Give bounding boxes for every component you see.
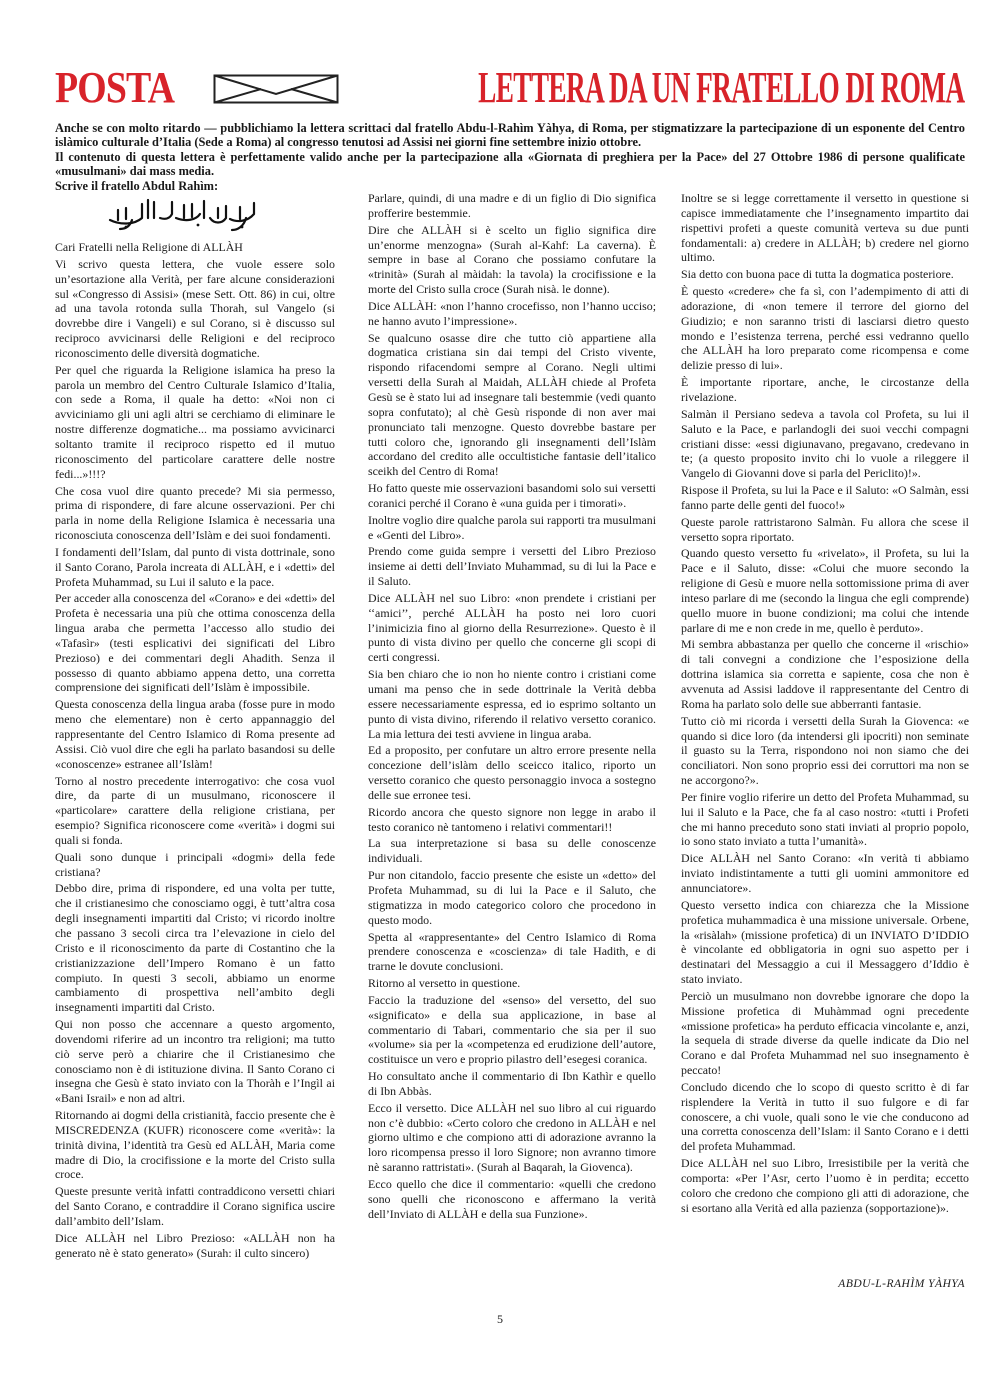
intro-paragraph: Anche se con molto ritardo — pubblichiamo la lettera scrittaci dal fratello Abdu-l-Rahìm Yàhya, di Roma, per stigmatizzare la partecipazione di un esponente del Centro islàmico culturale d’Italia (Sede a Roma) al congresso tenutosi ad Assisi nei giorni fine settembre inizio ottobre. xyxy=(55,121,965,150)
article-paragraph: Se qualcuno osasse dire che tutto ciò appartiene alla dogmatica cristiana sin dai tempi del Cristo vivente, rispondo rifacendomi sempre al Corano. Negli ultimi versetti della Surah al Maidah, ALLÀH chiede al Profeta Gesù se è stato lui ad insegnare tali bestemmie (vedi quanto sopra confutato); al chè Gesù risponde di non aver mai pronunciato tali menzogne. Questo dovrebbe bastare per tutti coloro che, ignorando gli insegnamenti dell’Islàm accordano del credito alle occultistiche fantasie dell’italico sceikh del Centro di Roma! xyxy=(368,330,656,479)
article-paragraph: Dice ALLÀH nel Libro Prezioso: «ALLÀH non ha generato nè è stato generato» (Surah: il culto sincero) xyxy=(55,1230,335,1260)
article-paragraph: È questo «credere» che fa sì, con l’adempimento di atti di adorazione, di «non temere il terrore del giorno del Giudizio; e non saranno tristi di lasciarsi dietro questo mondo e l’esistenza terrena, perché essi vedranno quello che ALLÀH ha loro preparato come ricompensa e come delizie presso di lui». xyxy=(681,284,969,373)
author-signature: ABDU-L-RAHÌM YÀHYA xyxy=(838,1278,965,1290)
article-paragraph: Sia detto con buona pace di tutta la dogmatica posteriore. xyxy=(681,267,954,282)
article-paragraph: Concludo dicendo che lo scopo di questo scritto è di far risplendere la Verità in tutto il suo fulgore e di far conoscere, a chi vuole, quali sono le vie che conducono ad una corretta conoscenza dell’Islam: il Santo Corano e i detti del profeta Muhammad. xyxy=(681,1079,969,1154)
section-title: POSTA xyxy=(55,63,175,112)
article-paragraph: Rispose il Profeta, su lui la Pace e il Saluto: «O Salmàn, essi fanno parte delle genti del fuoco!» xyxy=(681,483,969,512)
article-paragraph: Qui non posso che accennare a questo argomento, dovendomi riferire ad un incontro tra religioni; ma tutto ciò serve però a chiarire che il Cristianesimo che conosciamo non è di istituzione divina. Il Santo Corano ci insegna che Gesù è stato inviato con la Thoràh e l’Ingìl ai «Bani Israil» e non ad altri. xyxy=(55,1017,335,1106)
article-paragraph: Ho fatto queste mie osservazioni basandomi solo sui versetti coranici perché il Corano è «una guida per i timorati». xyxy=(368,481,656,510)
article-paragraph: La sua interpretazione si basa su delle conoscenze individuali. xyxy=(368,836,656,866)
article-paragraph: Ed a proposito, per confutare un altro errore presente nella concezione dell’islàm dello sceicco italico, riporto un versetto coranico che questo personaggio invoca a sostegno delle sue erronee tesi. xyxy=(368,743,656,802)
article-paragraph: Salmàn il Persiano sedeva a tavola col Profeta, su lui il Saluto e la Pace, e parlandogli dei suoi vecchi compagni cristiani disse: «essi digiunavano, pregavano, credevano in te; (a questo proposito invito chi lo vuole a rileggere il Vangelo di Giovanni dove si parla del Periclito)!». xyxy=(681,406,969,481)
article-paragraph: Ho consultato anche il commentario di Ibn Kathìr e quello di Ibn Abbàs. xyxy=(368,1069,656,1098)
article-paragraph: Mi sembra abbastanza per quello che concerne il «rischio» di tali convegni a condizione che l’esposizione della dottrina islamica sia corretta e sapiente, cosa che non è avvenuta ad Assisi laddove il rappresentante del Centro di Roma ha parlato solo delle sue abberranti fantasie. xyxy=(681,637,969,711)
article-paragraph: Queste presunte verità infatti contraddicono versetti chiari del Santo Corano, e contraddire il Corano significa uscire dall’ambito dell’Islam. xyxy=(55,1184,335,1228)
article-paragraph: Quali sono dunque i principali «dogmi» della fede cristiana? xyxy=(55,849,335,879)
article-paragraph: Sia ben chiaro che io non ho niente contro i cristiani come umani ma penso che in sede dottrinale la Verità debba essere necessariamente espressa, ed io esprimo soltanto un punto di vista divino, riferendo il relativo versetto coranico. La mia lettura dei testi avviene in lingua araba. xyxy=(368,667,656,741)
article-paragraph: Dice ALLÀH: «non l’hanno crocefisso, non l’hanno ucciso; ne hanno avuto l’impressione». xyxy=(368,298,656,328)
article-paragraph: Questo versetto indica con chiarezza che la Missione profetica muhammadica è una missione universale. Orbene, la «risàlah» (missione profetica) di un INVIATO D’IDDIO è vincolante ed obbligatoria in ogni suo aspetto per i destinatari del Messaggio a cui il Messaggero d’Iddio è stato inviato. xyxy=(681,897,969,987)
article-paragraph: Per acceder alla conoscenza del «Corano» e dei «detti» del Profeta è necessaria una più che ottima conoscenza della lingua araba che permetta l’accesso allo studio dei «Tafasìr» (testi esplicativi dei significati del Libro Prezioso) e dei commentari degli Ahadith. Senza il possesso di quanto abbiamo appena detto, una corretta comprensione dei significati dell’Islàm è impossibile. xyxy=(55,591,335,695)
article-paragraph: Ritorno al versetto in questione. xyxy=(368,976,521,991)
article-paragraph: Inoltre voglio dire qualche parola sui rapporti tra musulmani e «Genti del Libro». xyxy=(368,512,656,542)
article-paragraph: Faccio la traduzione del «senso» del versetto, del suo «significato» e della sua applicazione, in base al commentario di Tabari, commentario che sia per il suo «volume» sia per la «competenza ed erudizione dell’autore, costituisce un vero e proprio pilastro dell’esegesi coranica. xyxy=(368,992,656,1067)
article-paragraph: I fondamenti dell’Islam, dal punto di vista dottrinale, sono il Santo Corano, Parola increata di ALLÀH, e i «detti» del Profeta Muhammad, su Lui il saluto e la pace. xyxy=(55,544,335,589)
page-header xyxy=(55,63,965,112)
intro-text xyxy=(55,121,965,178)
article-paragraph: Ricordo ancora che questo signore non legge in arabo il testo coranico nè tantomeno i relativi commentari!! xyxy=(368,804,656,834)
article-paragraph: Cari Fratelli nella Religione di ALLÀH xyxy=(55,240,243,254)
article-paragraph: Tutto ciò mi ricorda i versetti della Surah la Giovenca: «e quando si dice loro (da intendersi gli ipocriti) non seminate il guasto su la Terra, rispondono noi non siamo che dei conciliatori. Non sono proprio essi dei corruttori ma non se ne accorgono?». xyxy=(681,713,969,788)
article-paragraph: Spetta al «rappresentante» del Centro Islamico di Roma prendere conoscenza e «coscienza» di tale Hadith, e di trarne le dovute conclusioni. xyxy=(368,929,656,974)
article-paragraph: Torno al nostro precedente interrogativo: che cosa vuol dire, da parte di un musulmano, riconoscere il «particolare» carattere della religione cristiana, per esempio? Significa riconoscere come «verità» i dogmi sui quali si fonda. xyxy=(55,773,335,847)
article-paragraph: Debbo dire, prima di rispondere, ed una volta per tutte, che il cristianesimo che conosciamo oggi, è tutt’altra cosa degli insegnamenti impartiti dal Cristo; vi ricordo inoltre che passano 3 secoli circa tra l’elevazione in cielo del Cristo e il riconoscimento da parte di Costantino che la cristianizzazione dell’Impero Romano è un fatto compiuto. In questi 3 secoli, abbiamo un enorme cambiamento di prospettiva nell’ambito degli insegnamenti impartiti dal Cristo. xyxy=(55,881,335,1015)
article-paragraph: Quando questo versetto fu «rivelato», il Profeta, su lui la Pace e il Saluto, disse: «Colui che muore secondo la religione di Gesù e muore nella sottomissione prima di aver inteso parlare di me (secondo la lingua che egli comprende) quello muore in buone condizioni; ma colui che intende parlare di me e non crede in me, quello è perduto». xyxy=(681,546,969,635)
article-paragraph: Parlare, quindi, di una madre e di un figlio di Dio significa profferire bestemmie. xyxy=(368,191,656,220)
article-paragraph: Questa conoscenza della lingua araba (fosse pure in modo meno che elementare) non è certo appannaggio del rappresentante del Centro Islamico di Roma presente ad Assisi. Ciò vuol dire che egli ha parlato basandosi su delle «conoscenze» estranee all’Islàm! xyxy=(55,697,335,771)
intro-writes-line: Scrive il fratello Abdul Rahìm: xyxy=(55,179,219,193)
text-column-1 xyxy=(55,240,335,1263)
article-paragraph: Ecco quello che dice il commentario: «quelli che credono sono quelli che riconoscono e affermano la verità dell’Inviato di ALLÀH e della sua Funzione». xyxy=(368,1177,656,1221)
page-number: 5 xyxy=(497,1312,503,1326)
article-paragraph: Ecco il versetto. Dice ALLÀH nel suo libro al cui riguardo non c’è dubbio: «Certo coloro che credono in ALLÀH e nel giorno ultimo e che compiono atti di adorazione avranno la loro ricompensa presso il loro Signore; non avranno timore nè saranno rattristati». (Surah al Baqarah, la Giovenca). xyxy=(368,1100,656,1175)
text-column-3 xyxy=(681,191,969,1218)
article-paragraph: Dice ALLÀH nel Santo Corano: «In verità ti abbiamo inviato indistintamente a tutti gli uomini ammonitore ed annunciatore». xyxy=(681,851,969,895)
article-paragraph: Dice ALLÀH nel suo Libro, Irresistibile per la verità che comporta: «Per l’Asr, certo l’uomo è in perdita; eccetto coloro che credono che compiono gli atti di adorazione, che si esortano alla Verità ed alla pazienza (sopportazione)». xyxy=(681,1156,969,1215)
article-paragraph: Ritornando ai dogmi della cristianità, faccio presente che è MISCREDENZA (KUFR) riconoscere come «verità»: la trinità divina, l’identità tra Gesù ed ALLÀH, Maria come madre di Dio, la crocifissione e la morte del Cristo sulla croce. xyxy=(55,1108,335,1182)
article-title: LETTERA DA UN FRATELLO DI ROMA xyxy=(478,63,965,112)
basmala-calligraphy xyxy=(106,196,258,237)
article-paragraph: Prendo come guida sempre i versetti del Libro Prezioso insieme ai detti dell’Inviato Muhammad, su di lui la Pace e il Saluto. xyxy=(368,544,656,589)
article-paragraph: Pur non citandolo, faccio presente che esiste un «detto» del Profeta Muhammad, su di lui la Pace e il Saluto, che stigmatizza in modo categorico coloro che procedono in questo modo. xyxy=(368,868,656,927)
article-paragraph: Inoltre se si legge correttamente il versetto in questione si capisce immediatamente che l’insegnamento impartito dai rispettivi profeti a queste comunità verteva su due punti fondamentali: a) credere in ALLÀH; b) credere nel giorno ultimo. xyxy=(681,191,969,265)
text-column-2 xyxy=(368,191,656,1224)
article-paragraph: Queste parole rattristarono Salmàn. Fu allora che scese il versetto sopra riportato. xyxy=(681,514,969,544)
article-paragraph: È importante riportare, anche, le circostanze della rivelazione. xyxy=(681,375,969,404)
article-paragraph: Per quel che riguarda la Religione islamica ha preso la parola un membro del Centro Culturale Islamico d’Italia, con sede a Roma, il quale ha detto: «Noi non ci avviciniamo gli uni agli altri se cerchiamo di eliminare le nostre differenze dogmatiche... ma possiamo avvicinarci soltanto tramite il reciproco rispetto ed il mutuo riconoscimento del particolare carattere delle nostre fedi...»!!!? xyxy=(55,362,335,481)
article-paragraph: Vi scrivo questa lettera, che vuole essere solo un’esortazione alla Verità, per fare alcune considerazioni sul «Congresso di Assisi» (mese Sett. Ott. 86) in cui, oltre ad una tavola rotonda sulla Thorah, sul Vangelo (si dovrebbe dire i Vangeli) e sul Corano, si è discusso sul reciproco avvicinarsi delle Religioni e del reciproco riconoscimento delle diversità dogmatiche. xyxy=(55,256,335,360)
article-paragraph: Dire che ALLÀH si è scelto un figlio significa dire un’enorme menzogna» (Surah al-Kahf: La caverna). È sempre in base al Corano che possiamo confutare la «trinità» (Surah al màidah: la tavola) la crocifissione e la morte del Cristo sulla croce (Surah nisà. le donne). xyxy=(368,222,656,297)
article-paragraph: Per finire voglio riferire un detto del Profeta Muhammad, su lui il Saluto e la Pace, che fa al caso nostro: «tutti i Profeti che mi hanno preceduto sono stati inviati al proprio popolo, io sono stato inviato a tutta l’umanità». xyxy=(681,789,969,849)
article-paragraph: Dice ALLÀH nel suo Libro: «non prendete i cristiani per ‘‘amici’’, perché ALLÀH ha posto nei loro cuori l’inimicizia fino al giorno della Resurrezione». Questo è il punto di vista divino per quello che concerne gli scopi di certi congressi. xyxy=(368,590,656,665)
envelope-icon xyxy=(213,74,339,109)
article-paragraph: Perciò un musulmano non dovrebbe ignorare che dopo la Missione profetica di Muhàmmad ogni precedente «missione profetica» ha perduto efficacia vincolante e, anzi, la sequela di strade diverse da quelle indicate da Dio nel Corano e dal Profeta Muhammad nel suo insegnamento è peccato! xyxy=(681,988,969,1078)
intro-paragraph: Il contenuto di questa lettera è perfettamente valido anche per la partecipazione alla «Giornata di preghiera per la Pace» del 27 Ottobre 1986 di persone qualificate «musulmani» dai mass media. xyxy=(55,149,965,178)
article-paragraph: Che cosa vuol dire quanto precede? Mi sia permesso, prima di rispondere, di fare alcune osservazioni. Per chi parla in nome della Religione Islamica è necessaria una riconosciuta conoscenza dell’Islàm e dei suoi fondamenti. xyxy=(55,483,335,543)
